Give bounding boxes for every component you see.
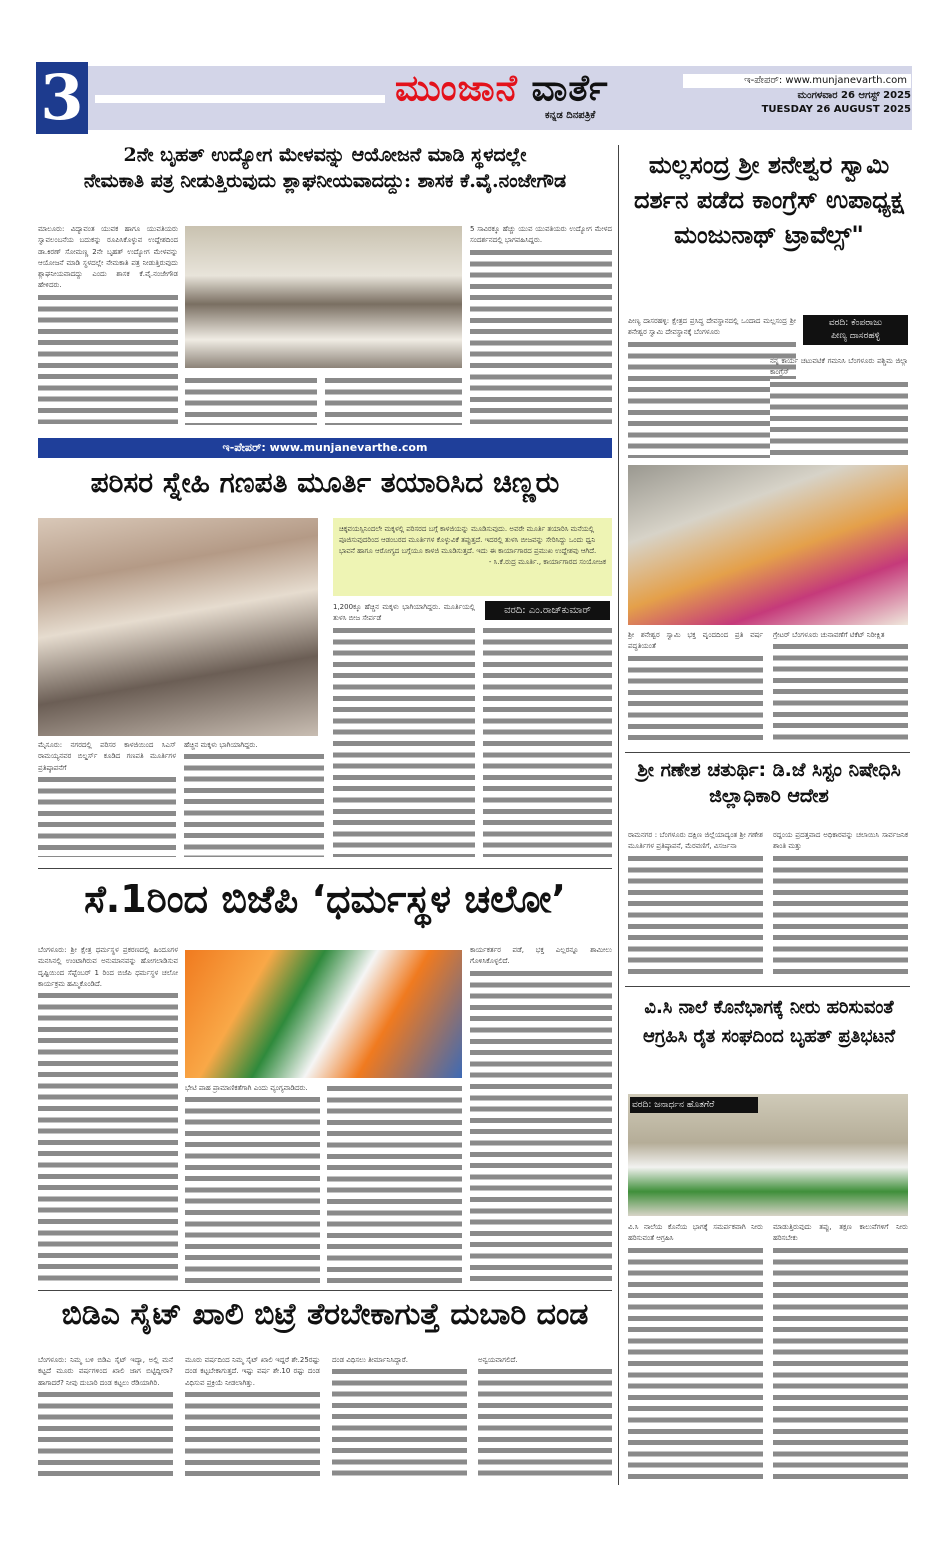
shaneshwara-photo [628, 465, 908, 625]
bjp-col4: ಕಾರ್ಯಕರ್ತರ ಪಡೆ, ಭಕ್ತ ಎಲ್ಲರನ್ನೂ ಶಾಮೀಲು ಗೊಳಿಸಿಕೊಳ್ಳಲಿದೆ. [470, 945, 612, 1285]
divider [38, 868, 612, 869]
bda-col3: ದಂಡ ವಿಧಿಸಲು ತೀರ್ಮಾನಿಸಿದ್ದಾರೆ. [332, 1355, 467, 1480]
date-english: TUESDAY 26 AUGUST 2025 [761, 104, 911, 115]
epaper-banner[interactable]: ಇ-ಪೇಪರ್: www.munjanevarthe.com [38, 438, 612, 458]
page-number: 3 [36, 62, 88, 134]
farmers-byline: ವರದಿ: ಜನಾರ್ಧನ ಹೊತಗೆರೆ [630, 1097, 758, 1113]
ganapati-byline: ವರದಿ: ಎಂ.ರಾಜ್‌ಕುಮಾರ್ [485, 601, 610, 620]
job-fair-headline [36, 143, 614, 194]
shaneshwara-col2: ನನ್ನ ಕಾರ್ಯ ಚಟುವಟಿಕೆ ಗಮನಿಸಿ ಬೆಂಗಳೂರು ಪಶ್ಚಿಮ ಜಿಲ್ಲಾ ಕಾಂಗ್ರೆಸ್ [770, 356, 908, 458]
job-fair-caption-col [185, 375, 317, 425]
bda-headline: ಬಿಡಿಎ ಸೈಟ್ ಖಾಲಿ ಬಿಟ್ರೆ ತೆರಬೇಕಾಗುತ್ತೆ ದುಬಾರಿ ದಂಡ [61, 1297, 589, 1332]
ganapati-col3 [483, 625, 612, 857]
divider [38, 1290, 612, 1291]
headline-line: ನೇಮಕಾತಿ ಪತ್ರ ನೀಡುತ್ತಿರುವುದು ಶ್ಲಾಘನೀಯವಾದದ್ದು: ಶಾಸಕ ಕೆ.ವೈ.ನಂಜೇಗೌಡ [83, 169, 567, 192]
byline-place: ಪೀಣ್ಯ ದಾಸರಹಳ್ಳಿ [830, 331, 881, 341]
ganapati-headline: ಪರಿಸರ ಸ್ನೇಹಿ ಗಣಪತಿ ಮೂರ್ತಿ ತಯಾರಿಸಿದ ಚಿಣ್ಣರು [90, 466, 560, 499]
dj-headline: ಶ್ರೀ ಗಣೇಶ ಚತುರ್ಥಿ: ಡಿ.ಜೆ ಸಿಸ್ಟಂ ನಿಷೇಧಿಸಿ ಜಿಲ್ಲಾಧಿಕಾರಿ ಆದೇಶ [637, 759, 901, 807]
bjp-rally-photo [185, 950, 462, 1078]
ganapati-lower-col1: ಮೈಸೂರು: ನಗರದಲ್ಲಿ ಪರಿಸರ ಕಾಳಜಿಯಿಂದ ಸಿಎಸ್ ರಾಮಯ್ಯನವರ ಬಿಲ್ಡರ್ಸ್ ಕೂಡಿದ ಗಣಪತಿ ಮೂರ್ತಿಗಳ ಪ್ರತಿಷ್ಠಾಪನೆಗೆ [38, 740, 176, 857]
shaneshwara-byline [803, 315, 908, 345]
newspaper-logo[interactable] [395, 68, 609, 110]
date-kannada: ಮಂಗಳವಾರ 26 ಆಗಸ್ಟ್ 2025 [797, 90, 911, 101]
divider [625, 752, 910, 753]
logo-red: ಮುಂಜಾನೆ [395, 68, 518, 109]
ganapati-body: 1,200ಕ್ಕೂ ಹೆಚ್ಚಿನ ಮಕ್ಕಳು ಭಾಗಿಯಾಗಿದ್ದರು. ಮೂರ್ತಿಯಲ್ಲಿ ತುಳಸಿ ಬೀಜ ಸೇರ್ಪಡೆ [333, 602, 475, 857]
divider [625, 986, 910, 987]
dj-col2: ರದ್ದಂಯ ಪ್ರದತ್ತವಾದ ಅಧಿಕಾರವನ್ನು ಚಲಾಯಿಸಿ ಸಾರ್ವಜನಿಕ ಶಾಂತಿ ಮತ್ತು [773, 830, 908, 976]
bda-col1: ಬೆಂಗಳೂರು: ನಿಮ್ಮ ಬಳಿ ಬಿಡಿಎ ಸೈಟ್ ಇದ್ಯಾ, ಅಲ್ಲಿ ಮನೆ ಕಟ್ಟದೆ ಮೂರು ವರ್ಷಗಳಿಂದ ಖಾಲಿ ಜಾಗ ಬಿಟ್ಟಿದ್ದೀರಾ? ಹಾಗಾದರೆ? ನೀವು ದುಬಾರಿ ದಂಡ ಕಟ್ಟಲು ರೆಡಿಯಾಗಿರಿ. [38, 1355, 173, 1480]
shaneshwara-body: ಪೀಣ್ಯ ದಾಸರಹಳ್ಳಿ: ಕ್ಷೇತ್ರದ ಪ್ರಸಿದ್ಧ ದೇವಸ್ಥಾನದಲ್ಲಿ ಒಂದಾದ ಮಲ್ಲಸಂದ್ರ ಶ್ರೀ ಶನೇಶ್ವರ ಸ್ವಾಮಿ ದೇವಸ್ಥಾನಕ್ಕೆ ಬೆಂಗಳೂರು [628, 316, 796, 458]
headline-line: 2ನೇ ಬೃಹತ್ ಉದ್ಯೋಗ ಮೇಳವನ್ನು ಆಯೋಜನೆ ಮಾಡಿ ಸ್ಥಳದಲ್ಲೇ [123, 144, 527, 166]
farmers-col1: ವಿ.ಸಿ ನಾಲೆಯ ಕೊನೆಯ ಭಾಗಕ್ಕೆ ಸಮರ್ಪಕವಾಗಿ ನೀರು ಹರಿಸುವಂತೆ ಆಗ್ರಹಿಸಿ [628, 1222, 763, 1480]
epaper-link[interactable]: ಇ-ಪೇಪರ್: www.munjanevarth.com [683, 74, 911, 88]
ganapati-photo [38, 518, 318, 736]
tagline: ಕನ್ನಡ ದಿನಪತ್ರಿಕೆ [545, 110, 596, 121]
job-fair-col2 [325, 375, 462, 425]
job-fair-body: ಮಾಲೂರು: ವಿದ್ಯಾವಂತ ಯುವಕ ಹಾಗೂ ಯುವತಿಯರು ಸ್ವಾವಲಂಬನೆಯ ಬದುಕನ್ನು ರೂಪಿಸಿಕೊಳ್ಳುವ ಉದ್ದೇಶದಿಂದ ಡಾ.ಕಿರಣ್ ಸೋಮಣ್ಣ 2ನೇ ಬೃಹತ್ ಉದ್ಯೋಗ ಮೇಳವನ್ನು ಆಯೋಜನೆ ಮಾಡಿ ಸ್ಥಳದಲ್ಲೇ ನೇಮಕಾತಿ ಪತ್ರ ನೀಡುತ್ತಿರುವುದು ಶ್ಲಾಘನೀಯವಾದದ್ದು ಎಂದು ಶಾಸಕ ಕೆ.ವೈ.ನಂಜೇಗೌಡ ಹೇಳಿದರು. [38, 224, 178, 424]
ganapati-quote-box [333, 518, 612, 596]
farmers-headline: ವಿ.ಸಿ ನಾಲೆ ಕೊನೆಭಾಗಕ್ಕೆ ನೀರು ಹರಿಸುವಂತೆ ಆಗ್ರಹಿಸಿ ರೈತ ಸಂಘದಿಂದ ಬೃಹತ್ ಪ್ರತಿಭಟನೆ [642, 997, 896, 1047]
logo-black: ವಾರ್ತೆ [531, 68, 609, 109]
job-fair-photo [185, 226, 462, 368]
shaneshwara-headline: ಮಲ್ಲಸಂದ್ರ ಶ್ರೀ ಶನೇಶ್ವರ ಸ್ವಾಮಿ ದರ್ಶನ ಪಡೆದ ಕಾಂಗ್ರೆಸ್ ಉಪಾಧ್ಯಕ್ಷ ಮಂಜುನಾಥ್ ಟ್ರಾವೆಲ್ಸ್" [634, 151, 904, 249]
quote-text: ಚಿಕ್ಕವಯಸ್ಸಿನಿಂದಲೇ ಮಕ್ಕಳಲ್ಲಿ ಪರಿಸರದ ಬಗ್ಗೆ ಕಾಳಜಿಯನ್ನು ಮೂಡಿಸುವುದು. ಅವರೇ ಮೂರ್ತಿ ತಯಾರಿಸಿ ಮನೆಯಲ್ಲಿ ಪೂಜಿಸುವುದರಿಂದ ಆಡಂಬರದ ಮೂರ್ತಿಗಳ ಕೊಳ್ಳುವಿಕೆ ತಪ್ಪುತ್ತದೆ. ಇದರಲ್ಲಿ ತುಳಸಿ ಬೀಜವನ್ನು ಸೇರಿಸಿದ್ದು ಒಂದು ಧ್ವನಿ ಭಾವನೆ ಹಾಗೂ ಆರೋಗ್ಯದ ಬಗ್ಗೆಯೂ ಕಾಳಜಿ ಮೂಡಿಸುತ್ತದೆ. ಇದು ಈ ಕಾರ್ಯಾಗಾರದ ಪ್ರಮುಖ ಉದ್ದೇಶವು ಆಗಿದೆ. [339, 525, 597, 555]
job-fair-col3: 5 ಸಾವಿರಕ್ಕೂ ಹೆಚ್ಚು ಯುವ ಯುವತಿಯರು ಉದ್ಯೋಗ ಮೇಳದ ಸಂದರ್ಶನದಲ್ಲಿ ಭಾಗವಹಿಸಿದ್ದರು. [470, 224, 612, 424]
bda-col2: ಮೂರು ವರ್ಷದಿಂದ ನಿಮ್ಮ ಸೈಟ್ ಖಾಲಿ ಇದ್ದರೆ ಶೇ.25ರಷ್ಟು ದಂಡ ಕಟ್ಟಬೇಕಾಗುತ್ತದೆ. ಇಷ್ಟು ವರ್ಷ ಶೇ.10 ರಷ್ಟು ದಂಡ ವಿಧಿಸುವ ಪ್ರಕ್ರಿಯೆ ನೀಡಲಾಗಿತ್ತು. [185, 1355, 320, 1480]
bjp-body: ಬೆಂಗಳೂರು: ಶ್ರೀ ಕ್ಷೇತ್ರ ಧರ್ಮಸ್ಥಳ ಪ್ರಕರಣದಲ್ಲಿ ಹಿಂದೂಗಳ ಮನಸಿನಲ್ಲಿ ಉಂಟಾಗಿರುವ ಅನುಮಾನವನ್ನು ಹೋಗಲಾಡಿಸುವ ದೃಷ್ಟಿಯಿಂದ ಸೆಪ್ಟೆಂಬರ್ 1 ರಿಂದ ಬಿಜೆಪಿ ಧರ್ಮಸ್ಥಳ ಚಲೋ ಕಾರ್ಯಕ್ರಮ ಹಮ್ಮಿಕೊಂಡಿದೆ. [38, 945, 178, 1285]
masthead-divider [95, 95, 385, 103]
shaneshwara-lower2: ಗ್ರೇಟರ್ ಬೆಂಗಳೂರು ಚುನಾವಣೆಗೆ ಟಿಕೆಟ್ ನಿರೀಕ್ಷಿತ [773, 630, 908, 742]
shaneshwara-lower1: ಶ್ರೀ ಶನೇಶ್ವರ ಸ್ವಾಮಿ ಭಕ್ತ ವೃಂದದಿಂದ ಪ್ರತಿ ವರ್ಷ ಪದ್ಧತಿಯಂತೆ [628, 630, 763, 742]
bjp-col2: ಭೇಟಿ ಪಾಹ ಪ್ರಾಮಾಣಿಕತೆಗಾಗಿ ಎಂದು ವ್ಯಂಗ್ಯವಾಡಿದರು. [185, 1083, 320, 1285]
quote-attribution: - ಸಿ.ಕೆ.ರುದ್ರ ಮೂರ್ತಿ., ಕಾರ್ಯಾಗಾರದ ಸಂಯೋಜಕ [488, 558, 606, 566]
bda-col4: ಅನ್ವಯವಾಗಲಿದೆ. [478, 1355, 612, 1480]
bjp-headline: ಸೆ.1ರಿಂದ ಬಿಜೆಪಿ ‘ಧರ್ಮಸ್ಥಳ ಚಲೋ’ [84, 877, 566, 921]
farmers-col2: ಮಾಡುತ್ತಿರುವುದು ತಪ್ಪು, ತಕ್ಷಣ ಕಾಲುವೆಗಳಿಗೆ ನೀರು ಹರಿಸಬೇಕು [773, 1222, 908, 1480]
bjp-col3 [327, 1083, 462, 1285]
dj-col1: ರಾಮನಗರ : ಬೆಂಗಳೂರು ದಕ್ಷಿಣ ಜಿಲ್ಲೆಯಾದ್ಯಂತ ಶ್ರೀ ಗಣೇಶ ಮೂರ್ತಿಗಳ ಪ್ರತಿಷ್ಠಾಪನೆ, ಮೆರವಣಿಗೆ, ವಿಸರ್ಜನಾ [628, 830, 763, 976]
byline-reporter: ವರದಿ: ಕೆಂಪರಾಜು [828, 318, 883, 328]
column-divider [618, 145, 619, 1485]
ganapati-lower-col2: ಹೆಚ್ಚಿನ ಮಕ್ಕಳು ಭಾಗಿಯಾಗಿದ್ದರು. [184, 740, 324, 857]
